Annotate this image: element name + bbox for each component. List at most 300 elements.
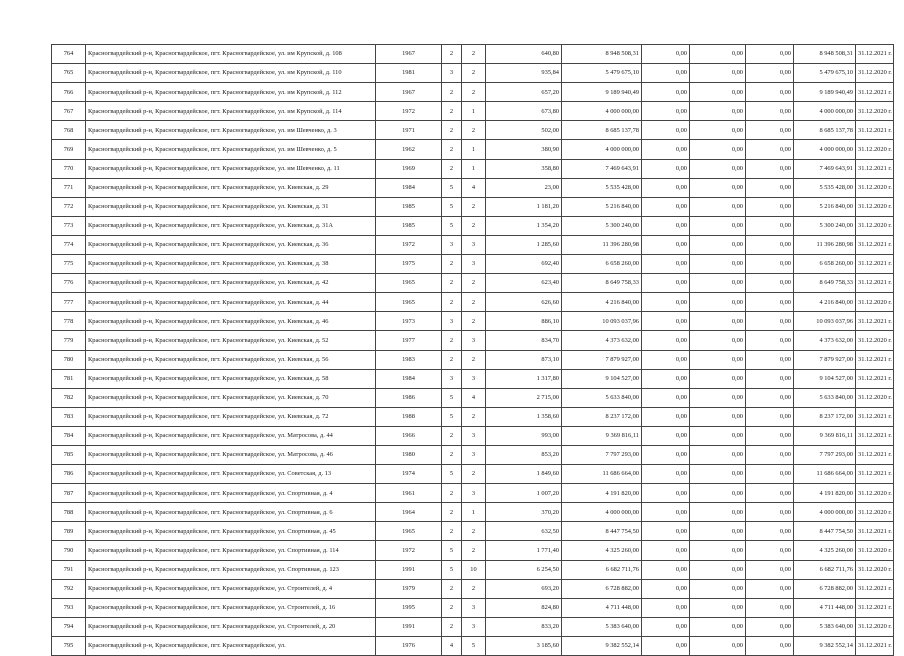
entrances-cell: 2 xyxy=(462,64,486,83)
fund-1-cell: 0,00 xyxy=(642,560,690,579)
year-cell: 1965 xyxy=(376,522,442,541)
deadline-cell: 31.12.2020 г. xyxy=(856,178,894,197)
row-number: 777 xyxy=(52,293,86,312)
entrances-cell: 2 xyxy=(462,522,486,541)
area-cell: 1 181,20 xyxy=(486,197,562,216)
deadline-cell: 31.12.2021 г. xyxy=(856,83,894,102)
table-row xyxy=(52,598,894,617)
fund-2-cell: 0,00 xyxy=(690,178,746,197)
floors-cell: 5 xyxy=(442,197,462,216)
fund-3-cell: 0,00 xyxy=(746,560,794,579)
total-cost-cell: 11 396 280,98 xyxy=(562,235,642,254)
row-number: 793 xyxy=(52,598,86,617)
total-cost-cell: 7 797 293,00 xyxy=(562,445,642,464)
entrances-cell: 4 xyxy=(462,388,486,407)
total-cost-cell: 4 216 840,00 xyxy=(562,293,642,312)
entrances-cell: 1 xyxy=(462,140,486,159)
total-cost-cell: 4 325 260,00 xyxy=(562,541,642,560)
total-cost-cell: 6 658 260,00 xyxy=(562,255,642,274)
total-cost-cell: 8 447 754,50 xyxy=(562,522,642,541)
fund-2-cell: 0,00 xyxy=(690,235,746,254)
total-cost-cell: 9 189 940,49 xyxy=(562,83,642,102)
table-row xyxy=(52,45,894,64)
row-number: 778 xyxy=(52,312,86,331)
year-cell: 1976 xyxy=(376,636,442,655)
deadline-cell: 31.12.2020 г. xyxy=(856,216,894,235)
fund-4-cell: 8 685 137,78 xyxy=(794,121,856,140)
table-row xyxy=(52,503,894,522)
row-number: 795 xyxy=(52,636,86,655)
fund-1-cell: 0,00 xyxy=(642,216,690,235)
row-number: 766 xyxy=(52,83,86,102)
floors-cell: 3 xyxy=(442,312,462,331)
register-sheet xyxy=(51,44,893,656)
address-cell: Красногвардейский р-н, Красногвардейское, пгт. Красногвардейское, ул. Киевская, д. 58 xyxy=(86,369,376,388)
fund-3-cell: 0,00 xyxy=(746,312,794,331)
fund-4-cell: 11 396 280,98 xyxy=(794,235,856,254)
fund-3-cell: 0,00 xyxy=(746,45,794,64)
fund-2-cell: 0,00 xyxy=(690,636,746,655)
total-cost-cell: 10 093 037,96 xyxy=(562,312,642,331)
floors-cell: 5 xyxy=(442,465,462,484)
fund-4-cell: 7 879 927,00 xyxy=(794,350,856,369)
deadline-cell: 31.12.2021 г. xyxy=(856,274,894,293)
fund-2-cell: 0,00 xyxy=(690,159,746,178)
fund-1-cell: 0,00 xyxy=(642,503,690,522)
fund-3-cell: 0,00 xyxy=(746,522,794,541)
table-row xyxy=(52,197,894,216)
fund-4-cell: 5 383 640,00 xyxy=(794,617,856,636)
entrances-cell: 3 xyxy=(462,369,486,388)
fund-3-cell: 0,00 xyxy=(746,83,794,102)
area-cell: 623,40 xyxy=(486,274,562,293)
year-cell: 1967 xyxy=(376,83,442,102)
total-cost-cell: 8 237 172,00 xyxy=(562,407,642,426)
total-cost-cell: 5 479 675,10 xyxy=(562,64,642,83)
address-cell: Красногвардейский р-н, Красногвардейское, пгт. Красногвардейское, ул. Киевская, д. 38 xyxy=(86,255,376,274)
entrances-cell: 3 xyxy=(462,235,486,254)
area-cell: 3 185,60 xyxy=(486,636,562,655)
area-cell: 1 285,60 xyxy=(486,235,562,254)
fund-3-cell: 0,00 xyxy=(746,331,794,350)
address-cell: Красногвардейский р-н, Красногвардейское, пгт. Красногвардейское, ул. Киевская, д. 29 xyxy=(86,178,376,197)
year-cell: 1986 xyxy=(376,388,442,407)
address-cell: Красногвардейский р-н, Красногвардейское, пгт. Красногвардейское, ул. им Шевченко, д. 5 xyxy=(86,140,376,159)
deadline-cell: 31.12.2021 г. xyxy=(856,636,894,655)
year-cell: 1977 xyxy=(376,331,442,350)
address-cell: Красногвардейский р-н, Красногвардейское, пгт. Красногвардейское, ул. им Крупской, д. 114 xyxy=(86,102,376,121)
entrances-cell: 2 xyxy=(462,197,486,216)
table-row xyxy=(52,64,894,83)
fund-1-cell: 0,00 xyxy=(642,83,690,102)
table-row xyxy=(52,617,894,636)
fund-4-cell: 8 948 508,31 xyxy=(794,45,856,64)
deadline-cell: 31.12.2021 г. xyxy=(856,369,894,388)
table-row xyxy=(52,388,894,407)
table-row xyxy=(52,484,894,503)
fund-2-cell: 0,00 xyxy=(690,140,746,159)
year-cell: 1965 xyxy=(376,293,442,312)
area-cell: 2 715,00 xyxy=(486,388,562,407)
year-cell: 1980 xyxy=(376,445,442,464)
fund-4-cell: 8 237 172,00 xyxy=(794,407,856,426)
area-cell: 1 771,40 xyxy=(486,541,562,560)
year-cell: 1973 xyxy=(376,312,442,331)
entrances-cell: 3 xyxy=(462,484,486,503)
floors-cell: 2 xyxy=(442,426,462,445)
fund-1-cell: 0,00 xyxy=(642,598,690,617)
fund-2-cell: 0,00 xyxy=(690,274,746,293)
total-cost-cell: 4 000 000,00 xyxy=(562,102,642,121)
floors-cell: 3 xyxy=(442,235,462,254)
table-row xyxy=(52,465,894,484)
fund-3-cell: 0,00 xyxy=(746,445,794,464)
table-row xyxy=(52,83,894,102)
year-cell: 1991 xyxy=(376,617,442,636)
fund-2-cell: 0,00 xyxy=(690,388,746,407)
row-number: 784 xyxy=(52,426,86,445)
area-cell: 1 354,20 xyxy=(486,216,562,235)
area-cell: 6 254,50 xyxy=(486,560,562,579)
deadline-cell: 31.12.2021 г. xyxy=(856,312,894,331)
entrances-cell: 5 xyxy=(462,636,486,655)
address-cell: Красногвардейский р-н, Красногвардейское, пгт. Красногвардейское, ул. Киевская, д. 52 xyxy=(86,331,376,350)
total-cost-cell: 8 685 137,78 xyxy=(562,121,642,140)
deadline-cell: 31.12.2020 г. xyxy=(856,541,894,560)
area-cell: 380,90 xyxy=(486,140,562,159)
area-cell: 1 849,60 xyxy=(486,465,562,484)
table-row xyxy=(52,178,894,197)
floors-cell: 5 xyxy=(442,541,462,560)
total-cost-cell: 9 382 552,14 xyxy=(562,636,642,655)
floors-cell: 4 xyxy=(442,636,462,655)
fund-4-cell: 9 189 940,49 xyxy=(794,83,856,102)
fund-4-cell: 4 000 000,00 xyxy=(794,140,856,159)
fund-3-cell: 0,00 xyxy=(746,235,794,254)
total-cost-cell: 6 682 711,76 xyxy=(562,560,642,579)
floors-cell: 2 xyxy=(442,45,462,64)
fund-4-cell: 4 191 820,00 xyxy=(794,484,856,503)
area-cell: 626,60 xyxy=(486,293,562,312)
year-cell: 1962 xyxy=(376,140,442,159)
address-cell: Красногвардейский р-н, Красногвардейское, пгт. Красногвардейское, ул. Строителей, д. 4 xyxy=(86,579,376,598)
total-cost-cell: 5 633 840,00 xyxy=(562,388,642,407)
fund-4-cell: 4 325 260,00 xyxy=(794,541,856,560)
table-row xyxy=(52,274,894,293)
fund-2-cell: 0,00 xyxy=(690,312,746,331)
floors-cell: 5 xyxy=(442,388,462,407)
area-cell: 502,00 xyxy=(486,121,562,140)
fund-1-cell: 0,00 xyxy=(642,350,690,369)
floors-cell: 2 xyxy=(442,274,462,293)
fund-3-cell: 0,00 xyxy=(746,388,794,407)
address-cell: Красногвардейский р-н, Красногвардейское, пгт. Красногвардейское, ул. Киевская, д. 31 xyxy=(86,197,376,216)
row-number: 791 xyxy=(52,560,86,579)
row-number: 782 xyxy=(52,388,86,407)
table-row xyxy=(52,445,894,464)
row-number: 770 xyxy=(52,159,86,178)
deadline-cell: 31.12.2020 г. xyxy=(856,197,894,216)
table-row xyxy=(52,579,894,598)
area-cell: 692,40 xyxy=(486,255,562,274)
table-row xyxy=(52,102,894,121)
area-cell: 657,20 xyxy=(486,83,562,102)
row-number: 789 xyxy=(52,522,86,541)
entrances-cell: 1 xyxy=(462,102,486,121)
table-row xyxy=(52,216,894,235)
fund-1-cell: 0,00 xyxy=(642,465,690,484)
row-number: 769 xyxy=(52,140,86,159)
deadline-cell: 31.12.2020 г. xyxy=(856,293,894,312)
fund-4-cell: 5 300 240,00 xyxy=(794,216,856,235)
fund-2-cell: 0,00 xyxy=(690,369,746,388)
fund-2-cell: 0,00 xyxy=(690,407,746,426)
fund-2-cell: 0,00 xyxy=(690,484,746,503)
fund-3-cell: 0,00 xyxy=(746,293,794,312)
entrances-cell: 1 xyxy=(462,503,486,522)
fund-1-cell: 0,00 xyxy=(642,178,690,197)
housing-register-table xyxy=(51,44,894,656)
row-number: 775 xyxy=(52,255,86,274)
total-cost-cell: 4 373 632,00 xyxy=(562,331,642,350)
fund-2-cell: 0,00 xyxy=(690,560,746,579)
deadline-cell: 31.12.2021 г. xyxy=(856,445,894,464)
floors-cell: 2 xyxy=(442,331,462,350)
floors-cell: 2 xyxy=(442,83,462,102)
address-cell: Красногвардейский р-н, Красногвардейское, пгт. Красногвардейское, ул. Киевская, д. 36 xyxy=(86,235,376,254)
total-cost-cell: 4 000 000,00 xyxy=(562,503,642,522)
address-cell: Красногвардейский р-н, Красногвардейское, пгт. Красногвардейское, ул. Киевская, д. 46 xyxy=(86,312,376,331)
address-cell: Красногвардейский р-н, Красногвардейское, пгт. Красногвардейское, ул. Строителей, д. 16 xyxy=(86,598,376,617)
floors-cell: 3 xyxy=(442,369,462,388)
row-number: 792 xyxy=(52,579,86,598)
table-row xyxy=(52,426,894,445)
fund-3-cell: 0,00 xyxy=(746,407,794,426)
row-number: 768 xyxy=(52,121,86,140)
table-row xyxy=(52,293,894,312)
fund-2-cell: 0,00 xyxy=(690,197,746,216)
year-cell: 1972 xyxy=(376,235,442,254)
year-cell: 1984 xyxy=(376,178,442,197)
fund-2-cell: 0,00 xyxy=(690,503,746,522)
address-cell: Красногвардейский р-н, Красногвардейское, пгт. Красногвардейское, ул. Спортивная, д. 45 xyxy=(86,522,376,541)
fund-3-cell: 0,00 xyxy=(746,140,794,159)
entrances-cell: 2 xyxy=(462,407,486,426)
fund-1-cell: 0,00 xyxy=(642,45,690,64)
fund-1-cell: 0,00 xyxy=(642,312,690,331)
entrances-cell: 2 xyxy=(462,465,486,484)
year-cell: 1985 xyxy=(376,197,442,216)
entrances-cell: 3 xyxy=(462,331,486,350)
row-number: 772 xyxy=(52,197,86,216)
table-row xyxy=(52,636,894,655)
fund-4-cell: 4 373 632,00 xyxy=(794,331,856,350)
entrances-cell: 1 xyxy=(462,159,486,178)
fund-4-cell: 10 093 037,96 xyxy=(794,312,856,331)
year-cell: 1991 xyxy=(376,560,442,579)
fund-3-cell: 0,00 xyxy=(746,102,794,121)
address-cell: Красногвардейский р-н, Красногвардейское, пгт. Красногвардейское, ул. Спортивная, д. 4 xyxy=(86,484,376,503)
deadline-cell: 31.12.2021 г. xyxy=(856,235,894,254)
entrances-cell: 2 xyxy=(462,293,486,312)
total-cost-cell: 6 728 882,00 xyxy=(562,579,642,598)
row-number: 790 xyxy=(52,541,86,560)
entrances-cell: 4 xyxy=(462,178,486,197)
row-number: 794 xyxy=(52,617,86,636)
fund-2-cell: 0,00 xyxy=(690,522,746,541)
year-cell: 1979 xyxy=(376,579,442,598)
fund-4-cell: 4 711 448,00 xyxy=(794,598,856,617)
table-row xyxy=(52,541,894,560)
address-cell: Красногвардейский р-н, Красногвардейское, пгт. Красногвардейское, ул. Киевская, д. 72 xyxy=(86,407,376,426)
year-cell: 1975 xyxy=(376,255,442,274)
floors-cell: 2 xyxy=(442,484,462,503)
fund-1-cell: 0,00 xyxy=(642,407,690,426)
fund-1-cell: 0,00 xyxy=(642,388,690,407)
row-number: 787 xyxy=(52,484,86,503)
fund-2-cell: 0,00 xyxy=(690,64,746,83)
floors-cell: 2 xyxy=(442,102,462,121)
deadline-cell: 31.12.2021 г. xyxy=(856,579,894,598)
address-cell: Красногвардейский р-н, Красногвардейское, пгт. Красногвардейское, ул. Киевская, д. 56 xyxy=(86,350,376,369)
total-cost-cell: 5 216 840,00 xyxy=(562,197,642,216)
floors-cell: 2 xyxy=(442,598,462,617)
table-row xyxy=(52,159,894,178)
row-number: 776 xyxy=(52,274,86,293)
fund-2-cell: 0,00 xyxy=(690,445,746,464)
table-row xyxy=(52,560,894,579)
row-number: 774 xyxy=(52,235,86,254)
fund-2-cell: 0,00 xyxy=(690,598,746,617)
address-cell: Красногвардейский р-н, Красногвардейское, пгт. Красногвардейское, ул. Матросова, д. 46 xyxy=(86,445,376,464)
fund-2-cell: 0,00 xyxy=(690,541,746,560)
fund-4-cell: 7 797 293,00 xyxy=(794,445,856,464)
table-row xyxy=(52,121,894,140)
deadline-cell: 31.12.2021 г. xyxy=(856,350,894,369)
fund-3-cell: 0,00 xyxy=(746,369,794,388)
deadline-cell: 31.12.2021 г. xyxy=(856,522,894,541)
fund-2-cell: 0,00 xyxy=(690,102,746,121)
total-cost-cell: 5 535 428,00 xyxy=(562,178,642,197)
table-row xyxy=(52,522,894,541)
area-cell: 673,80 xyxy=(486,102,562,121)
row-number: 764 xyxy=(52,45,86,64)
entrances-cell: 2 xyxy=(462,541,486,560)
total-cost-cell: 11 686 664,00 xyxy=(562,465,642,484)
address-cell: Красногвардейский р-н, Красногвардейское, пгт. Красногвардейское, ул. Спортивная, д. 123 xyxy=(86,560,376,579)
deadline-cell: 31.12.2021 г. xyxy=(856,45,894,64)
fund-3-cell: 0,00 xyxy=(746,598,794,617)
deadline-cell: 31.12.2021 г. xyxy=(856,465,894,484)
year-cell: 1965 xyxy=(376,274,442,293)
entrances-cell: 3 xyxy=(462,426,486,445)
area-cell: 853,20 xyxy=(486,445,562,464)
entrances-cell: 2 xyxy=(462,45,486,64)
fund-1-cell: 0,00 xyxy=(642,579,690,598)
address-cell: Красногвардейский р-н, Красногвардейское, пгт. Красногвардейское, ул. Матросова, д. 44 xyxy=(86,426,376,445)
fund-4-cell: 6 658 260,00 xyxy=(794,255,856,274)
fund-2-cell: 0,00 xyxy=(690,426,746,445)
fund-3-cell: 0,00 xyxy=(746,350,794,369)
row-number: 771 xyxy=(52,178,86,197)
year-cell: 1971 xyxy=(376,121,442,140)
fund-4-cell: 5 479 675,10 xyxy=(794,64,856,83)
deadline-cell: 31.12.2021 г. xyxy=(856,407,894,426)
entrances-cell: 3 xyxy=(462,255,486,274)
deadline-cell: 31.12.2020 г. xyxy=(856,102,894,121)
fund-2-cell: 0,00 xyxy=(690,216,746,235)
fund-1-cell: 0,00 xyxy=(642,293,690,312)
floors-cell: 2 xyxy=(442,350,462,369)
area-cell: 873,10 xyxy=(486,350,562,369)
floors-cell: 2 xyxy=(442,140,462,159)
year-cell: 1985 xyxy=(376,216,442,235)
year-cell: 1964 xyxy=(376,503,442,522)
entrances-cell: 2 xyxy=(462,274,486,293)
deadline-cell: 31.12.2021 г. xyxy=(856,255,894,274)
fund-2-cell: 0,00 xyxy=(690,293,746,312)
address-cell: Красногвардейский р-н, Красногвардейское, пгт. Красногвардейское, ул. Советская, д. 13 xyxy=(86,465,376,484)
fund-2-cell: 0,00 xyxy=(690,579,746,598)
floors-cell: 2 xyxy=(442,522,462,541)
floors-cell: 2 xyxy=(442,579,462,598)
deadline-cell: 31.12.2020 г. xyxy=(856,503,894,522)
address-cell: Красногвардейский р-н, Красногвардейское, пгт. Красногвардейское, ул. им Крупской, д. 110 xyxy=(86,64,376,83)
table-row xyxy=(52,350,894,369)
fund-1-cell: 0,00 xyxy=(642,64,690,83)
address-cell: Красногвардейский р-н, Красногвардейское, пгт. Красногвардейское, ул. им Шевченко, д. 11 xyxy=(86,159,376,178)
area-cell: 993,00 xyxy=(486,426,562,445)
floors-cell: 5 xyxy=(442,560,462,579)
total-cost-cell: 8 649 758,33 xyxy=(562,274,642,293)
row-number: 783 xyxy=(52,407,86,426)
entrances-cell: 10 xyxy=(462,560,486,579)
address-cell: Красногвардейский р-н, Красногвардейское, пгт. Красногвардейское, ул. Спортивная, д. 114 xyxy=(86,541,376,560)
year-cell: 1974 xyxy=(376,465,442,484)
entrances-cell: 2 xyxy=(462,83,486,102)
deadline-cell: 31.12.2020 г. xyxy=(856,388,894,407)
entrances-cell: 3 xyxy=(462,445,486,464)
fund-3-cell: 0,00 xyxy=(746,636,794,655)
table-row xyxy=(52,312,894,331)
area-cell: 1 317,80 xyxy=(486,369,562,388)
fund-4-cell: 5 216 840,00 xyxy=(794,197,856,216)
deadline-cell: 31.12.2020 г. xyxy=(856,484,894,503)
area-cell: 834,70 xyxy=(486,331,562,350)
fund-1-cell: 0,00 xyxy=(642,102,690,121)
fund-3-cell: 0,00 xyxy=(746,255,794,274)
fund-4-cell: 9 369 816,11 xyxy=(794,426,856,445)
address-cell: Красногвардейский р-н, Красногвардейское, пгт. Красногвардейское, ул. Строителей, д. 20 xyxy=(86,617,376,636)
fund-2-cell: 0,00 xyxy=(690,331,746,350)
table-row xyxy=(52,331,894,350)
fund-3-cell: 0,00 xyxy=(746,426,794,445)
row-number: 786 xyxy=(52,465,86,484)
fund-1-cell: 0,00 xyxy=(642,331,690,350)
floors-cell: 3 xyxy=(442,64,462,83)
fund-1-cell: 0,00 xyxy=(642,369,690,388)
fund-1-cell: 0,00 xyxy=(642,484,690,503)
row-number: 788 xyxy=(52,503,86,522)
total-cost-cell: 4 711 448,00 xyxy=(562,598,642,617)
area-cell: 23,00 xyxy=(486,178,562,197)
fund-2-cell: 0,00 xyxy=(690,255,746,274)
address-cell: Красногвардейский р-н, Красногвардейское, пгт. Красногвардейское, ул. Киевская, д. 31А xyxy=(86,216,376,235)
floors-cell: 2 xyxy=(442,617,462,636)
fund-3-cell: 0,00 xyxy=(746,541,794,560)
fund-4-cell: 4 216 840,00 xyxy=(794,293,856,312)
fund-3-cell: 0,00 xyxy=(746,617,794,636)
